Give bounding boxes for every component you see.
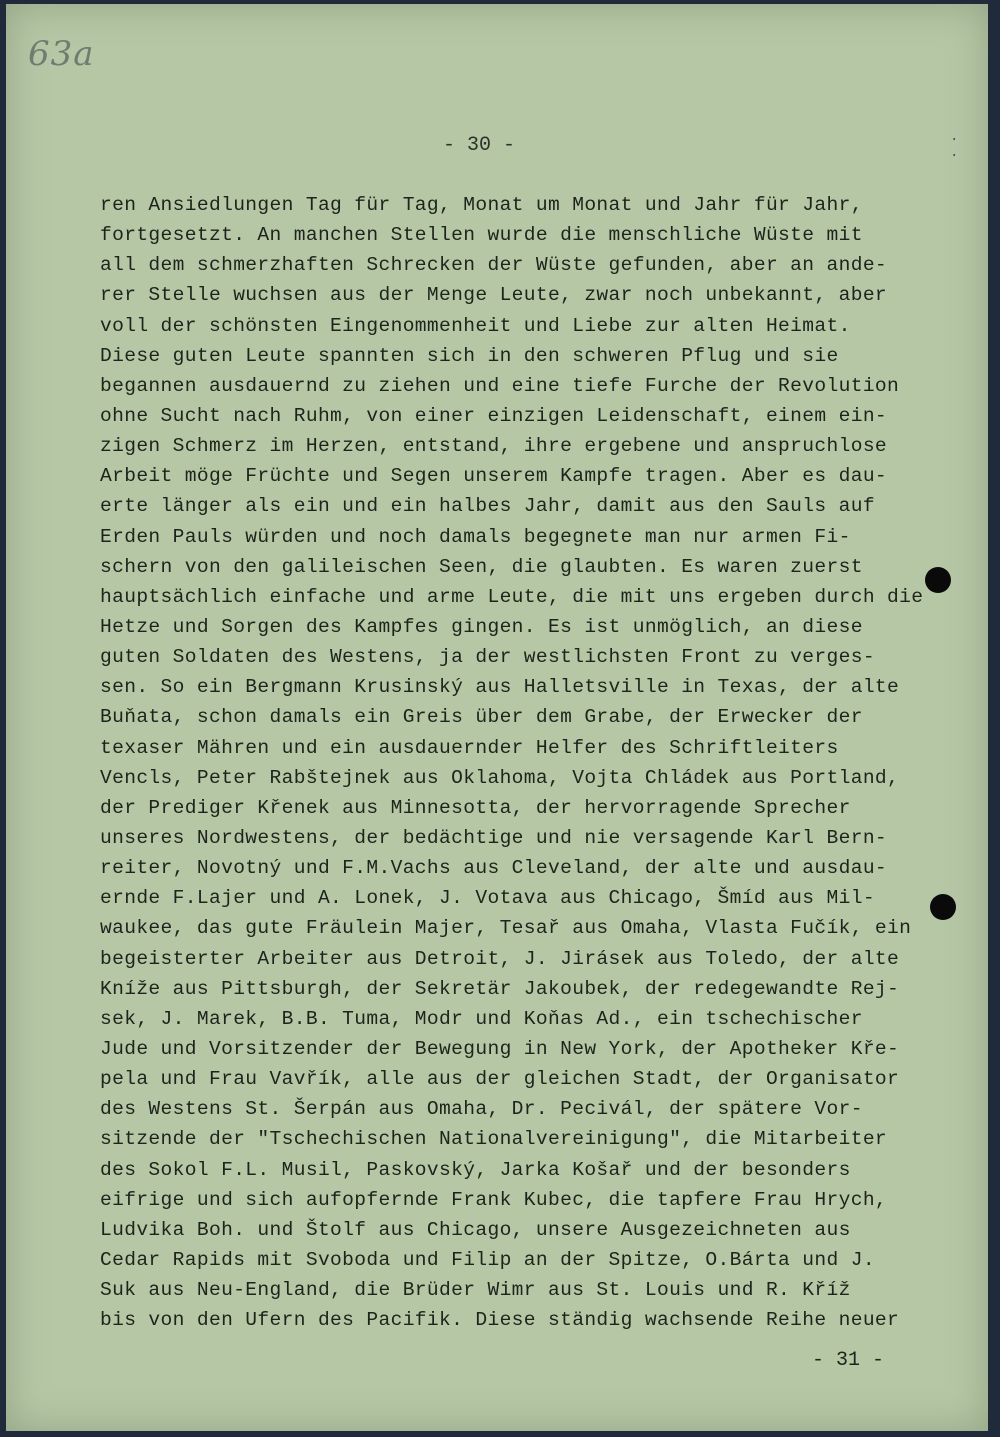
handwritten-note: 63a: [28, 34, 95, 74]
text-line: ohne Sucht nach Ruhm, von einer einzigen Leidenschaft, einem ein-: [100, 404, 888, 427]
text-line: sek, J. Marek, B.B. Tuma, Modr und Koňas Ad., ein tschechischer: [100, 1007, 863, 1030]
text-line: Kníže aus Pittsburgh, der Sekretär Jakoubek, der redegewandte Rej-: [100, 977, 900, 1000]
text-line: all dem schmerzhaften Schrecken der Wüste gefunden, aber an ande-: [100, 254, 888, 277]
text-line: ernde F.Lajer und A. Lonek, J. Votava aus Chicago, Šmíd aus Mil-: [100, 887, 875, 910]
text-line: rer Stelle wuchsen aus der Menge Leute, zwar noch unbekannt, aber: [100, 284, 888, 307]
punch-hole: [930, 894, 956, 920]
document-page: [6, 4, 988, 1431]
text-line: begannen ausdauernd zu ziehen und eine tiefe Furche der Revolution: [100, 374, 900, 397]
text-line: Jude und Vorsitzender der Bewegung in New York, der Apotheker Kře-: [100, 1037, 900, 1060]
text-line: der Prediger Křenek aus Minnesotta, der hervorragende Sprecher: [100, 796, 851, 819]
text-line: schern von den galileischen Seen, die glaubten. Es waren zuerst: [100, 555, 863, 578]
text-line: guten Soldaten des Westens, ja der westlichsten Front zu verges-: [100, 646, 875, 669]
text-line: hauptsächlich einfache und arme Leute, die mit uns ergeben durch die: [100, 585, 924, 608]
text-line: reiter, Novotný und F.M.Vachs aus Cleveland, der alte und ausdau-: [100, 857, 888, 880]
text-line: erte länger als ein und ein halbes Jahr, damit aus den Sauls auf: [100, 495, 875, 518]
text-line: waukee, das gute Fräulein Majer, Tesař aus Omaha, Vlasta Fučík, ein: [100, 917, 912, 940]
text-line: Cedar Rapids mit Svoboda und Filip an der Spitze, O.Bárta und J.: [100, 1248, 875, 1271]
text-line: pela und Frau Vavřík, alle aus der gleichen Stadt, der Organisator: [100, 1068, 900, 1091]
text-line: sen. So ein Bergmann Krusinský aus Halletsville in Texas, der alte: [100, 676, 900, 699]
text-line: unseres Nordwestens, der bedächtige und nie versagende Karl Bern-: [100, 826, 888, 849]
text-line: Diese guten Leute spannten sich in den schweren Pflug und sie: [100, 344, 839, 367]
page-number: - 30 -: [443, 134, 516, 157]
text-line: ren Ansiedlungen Tag für Tag, Monat um Monat und Jahr für Jahr,: [100, 194, 863, 216]
text-line: Vencls, Peter Rabštejnek aus Oklahoma, Vojta Chládek aus Portland,: [100, 766, 900, 789]
text-line: voll der schönsten Eingenommenheit und Liebe zur alten Heimat.: [100, 314, 851, 337]
text-line: Arbeit möge Früchte und Segen unserem Kampfe tragen. Aber es dau-: [100, 465, 888, 488]
punch-hole: [925, 567, 951, 593]
text-line: Erden Pauls würden und noch damals begegnete man nur armen Fi-: [100, 525, 851, 548]
text-line: Ludvika Boh. und Štolf aus Chicago, unsere Ausgezeichneten aus: [100, 1218, 851, 1241]
text-line: Buňata, schon damals ein Greis über dem Grabe, der Erwecker der: [100, 706, 863, 729]
continuation-marker: - 31 -: [812, 1349, 885, 1372]
text-line: begeisterter Arbeiter aus Detroit, J. Jirásek aus Toledo, der alte: [100, 947, 900, 970]
text-line: Suk aus Neu-England, die Brüder Wimr aus St. Louis und R. Kříž: [100, 1279, 851, 1302]
text-line: bis von den Ufern des Pacifik. Diese ständig wachsende Reihe neuer: [100, 1309, 900, 1332]
text-line: Hetze und Sorgen des Kampfes gingen. Es ist unmöglich, an diese: [100, 615, 863, 638]
text-line: des Westens St. Šerpán aus Omaha, Dr. Pecivál, der spätere Vor-: [100, 1098, 863, 1121]
text-line: eifrige und sich aufopfernde Frank Kubec, die tapfere Frau Hrych,: [100, 1188, 888, 1211]
corner-marks: · ·: [950, 132, 967, 164]
text-line: des Sokol F.L. Musil, Paskovský, Jarka Košař und der besonders: [100, 1158, 851, 1181]
text-line: fortgesetzt. An manchen Stellen wurde die menschliche Wüste mit: [100, 224, 863, 247]
text-line: zigen Schmerz im Herzen, entstand, ihre ergebene und anspruchlose: [100, 435, 888, 458]
text-line: sitzende der "Tschechischen Nationalvereinigung", die Mitarbeiter: [100, 1128, 888, 1151]
text-line: texaser Mähren und ein ausdauernder Helfer des Schriftleiters: [100, 736, 839, 759]
typed-text-body: [100, 190, 930, 1335]
